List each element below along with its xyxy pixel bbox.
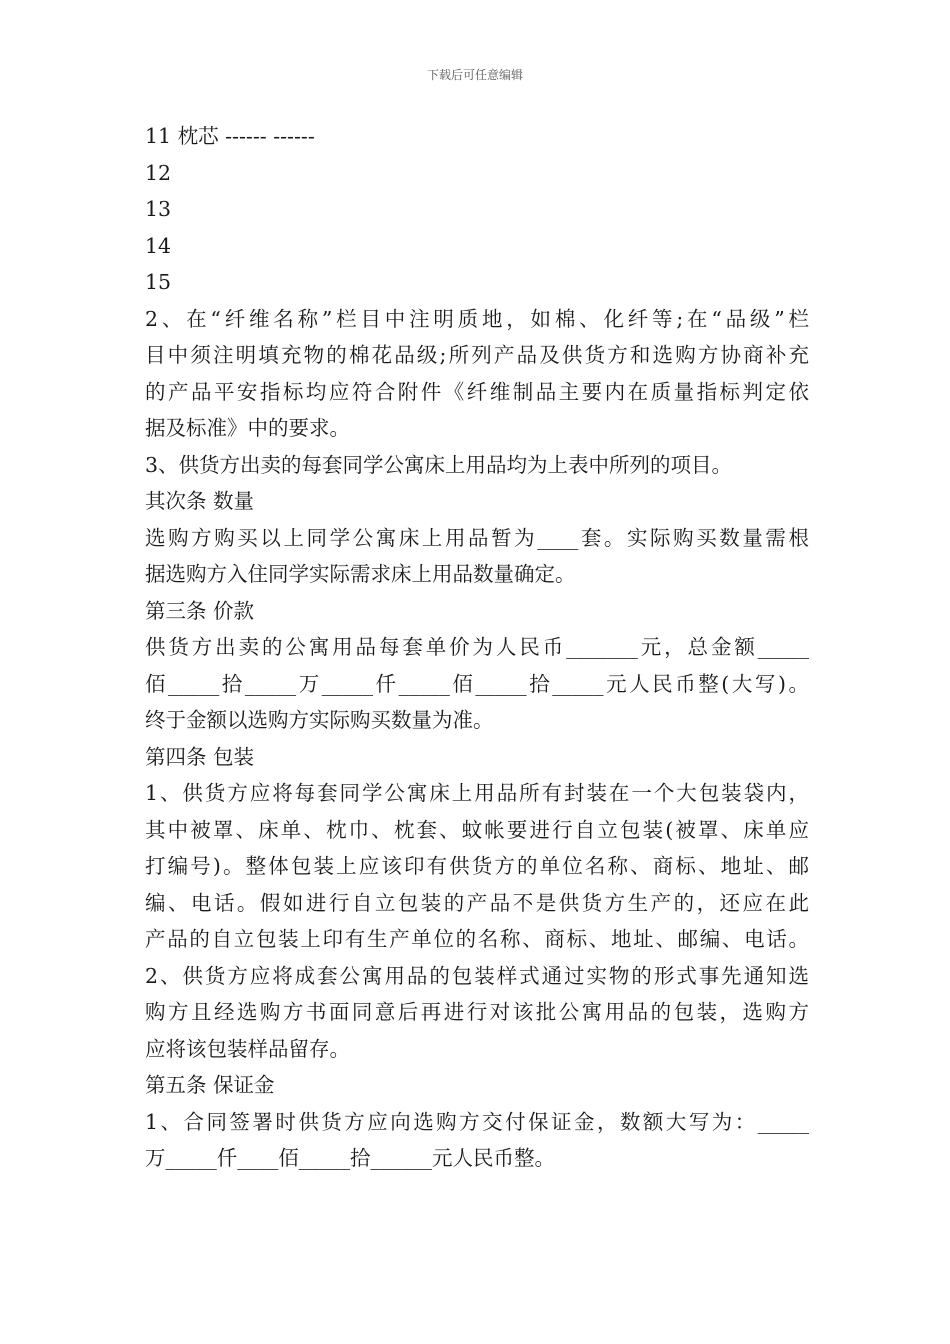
document-line: 2、供货方应将成套公寓用品的包装样式通过实物的形式事先通知选 [145,963,809,988]
document-body [145,118,809,1177]
document-line: 其次条 数量 [145,489,255,513]
document-line: 选购方购买以上同学公寓床上用品暂为____套。实际购买数量需根 [145,525,809,550]
document-line: 其中被罩、床单、枕巾、枕套、蚊帐要进行自立包装(被罩、床单应 [145,817,809,842]
document-line: 终于金额以选购方实际购买数量为准。 [145,708,494,732]
document-line: 的产品平安指标均应符合附件《纤维制品主要内在质量指标判定依 [145,379,809,404]
document-line: 第四条 包装 [145,744,255,769]
document-line: 第五条 保证金 [145,1073,275,1097]
document-line: 供货方出卖的公寓用品每套单价为人民币_______元，总金额_____ [145,635,809,659]
document-line: 应将该包装样品留存。 [145,1036,350,1061]
document-line: 3、供货方出卖的每套同学公寓床上用品均为上表中所列的项目。 [145,452,733,477]
document-line: 1、合同签署时供货方应向选购方交付保证金，数额大写为：_____ [145,1109,809,1134]
document-line: 13 [145,197,172,221]
document-line: 打编号)。整体包装上应该印有供货方的单位名称、商标、地址、邮 [145,854,809,878]
document-line: 佰_____拾_____万_____仟_____佰_____拾_____元人民币整(大写)。 [145,671,809,696]
document-line: 据及标准》中的要求。 [145,416,350,440]
document-line: 编、电话。假如进行自立包装的产品不是供货方生产的，还应在此 [145,890,809,915]
document-line: 15 [145,270,172,294]
page-header-note: 下载后可任意编辑 [426,68,523,82]
document-line: 产品的自立包装上印有生产单位的名称、商标、地址、邮编、电话。 [145,927,809,951]
document-line: 14 [145,233,172,258]
document-line: 万_____仟____佰_____拾______元人民币整。 [145,1146,555,1170]
document-line: 12 [145,160,172,185]
document-line: 11 枕芯 ------ ------ [145,124,315,148]
document-line: 购方且经选购方书面同意后再进行对该批公寓用品的包装，选购方 [145,1000,809,1024]
document-line: 目中须注明填充物的棉花品级;所列产品及供货方和选购方协商补充 [145,343,809,367]
document-line: 据选购方入住同学实际需求床上用品数量确定。 [145,562,576,586]
document-line: 1、供货方应将每套同学公寓床上用品所有封装在一个大包装袋内， [145,781,809,805]
document-line: 2、在“纤维名称”栏目中注明质地，如棉、化纤等;在“品级”栏 [145,306,809,331]
document-line: 第三条 价款 [145,598,255,623]
